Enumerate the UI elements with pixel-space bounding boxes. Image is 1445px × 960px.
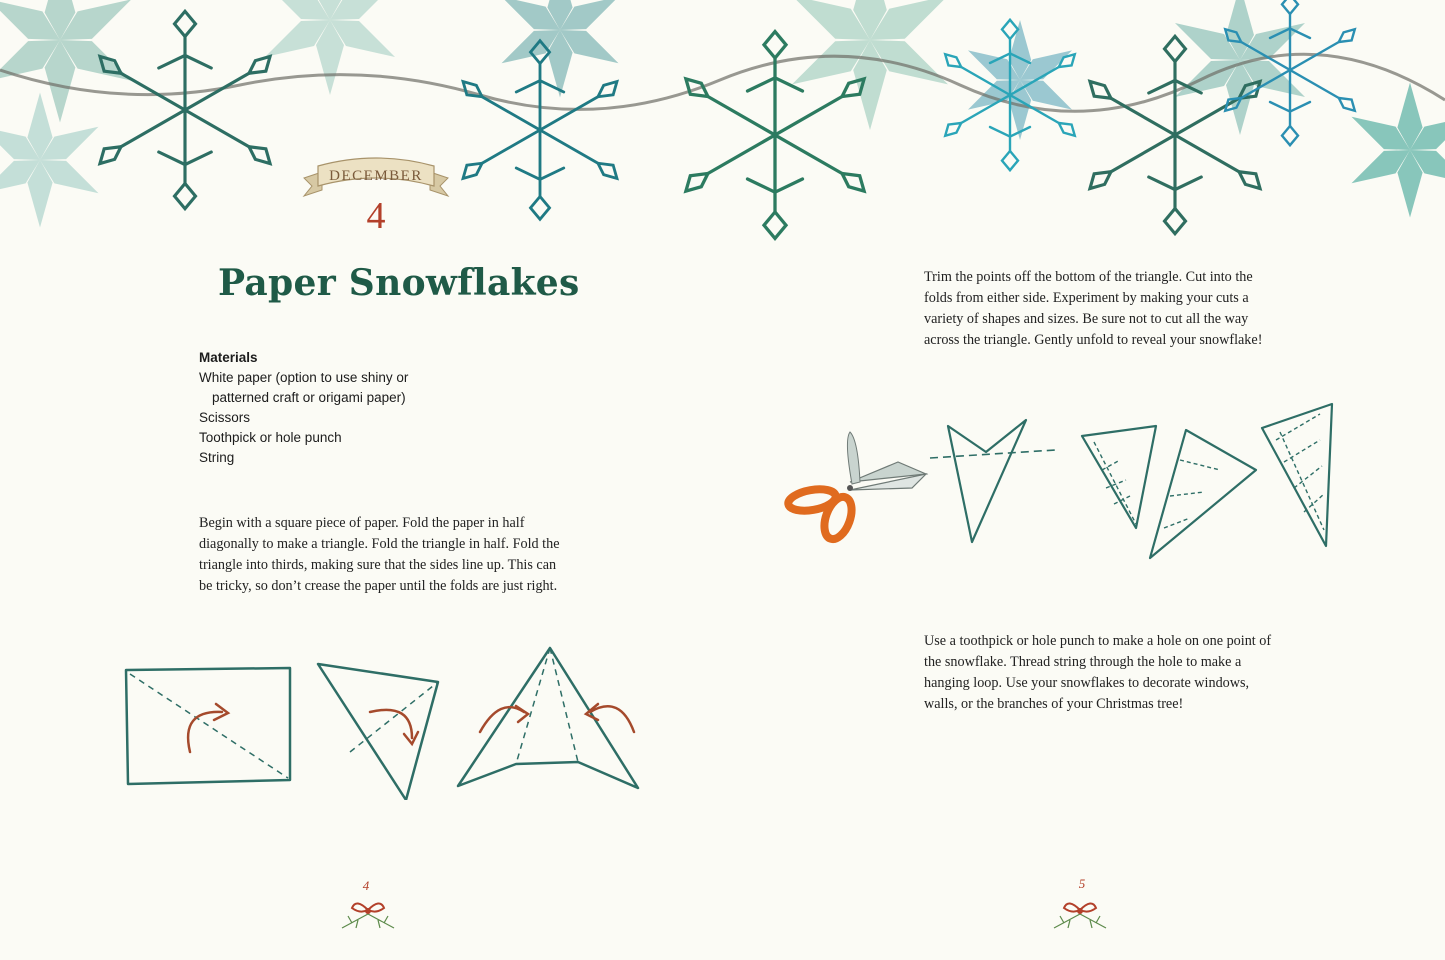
instruction-step-1: Begin with a square piece of paper. Fold the paper in half diagonally to make a triangle. Fold the triangle in half. Fold the triangle into thirds, making sure that the sides line up. This can be tricky, so don’t crease the paper until the folds are just right.	[199, 515, 560, 594]
materials-item: White paper (option to use shiny or	[199, 370, 409, 385]
page-title: Paper Snowflakes	[218, 262, 580, 304]
materials-list	[199, 348, 408, 468]
folding-diagram	[120, 640, 650, 800]
date-banner	[296, 150, 456, 240]
instruction-step-2: Trim the points off the bottom of the triangle. Cut into the folds from either side. Experiment by making your cuts a variety of shapes and sizes. Be sure not to cut all the way across the triangle. Gently unfold to reveal your snowflake!	[924, 269, 1263, 348]
scissors-icon	[787, 432, 926, 543]
banner-month: DECEMBER	[329, 168, 423, 184]
sprig-icon	[1050, 894, 1110, 930]
banner-day: 4	[366, 195, 386, 237]
materials-item: Toothpick or hole punch	[199, 430, 342, 445]
instruction-step-3: Use a toothpick or hole punch to make a hole on one point of the snowflake. Thread string through the hole to make a hanging loop. Use your snowflakes to decorate windows, walls, or the branches of your Christmas tree!	[924, 633, 1272, 712]
materials-item: String	[199, 450, 235, 465]
left-page	[0, 0, 722, 960]
sprig-icon	[338, 894, 398, 930]
materials-heading: Materials	[199, 350, 258, 365]
page-number-right: 5	[1078, 876, 1086, 891]
page-number-left: 4	[362, 878, 370, 893]
materials-item: Scissors	[199, 410, 251, 425]
materials-item: patterned craft or origami paper)	[212, 390, 406, 405]
cutting-diagram	[780, 400, 1345, 565]
